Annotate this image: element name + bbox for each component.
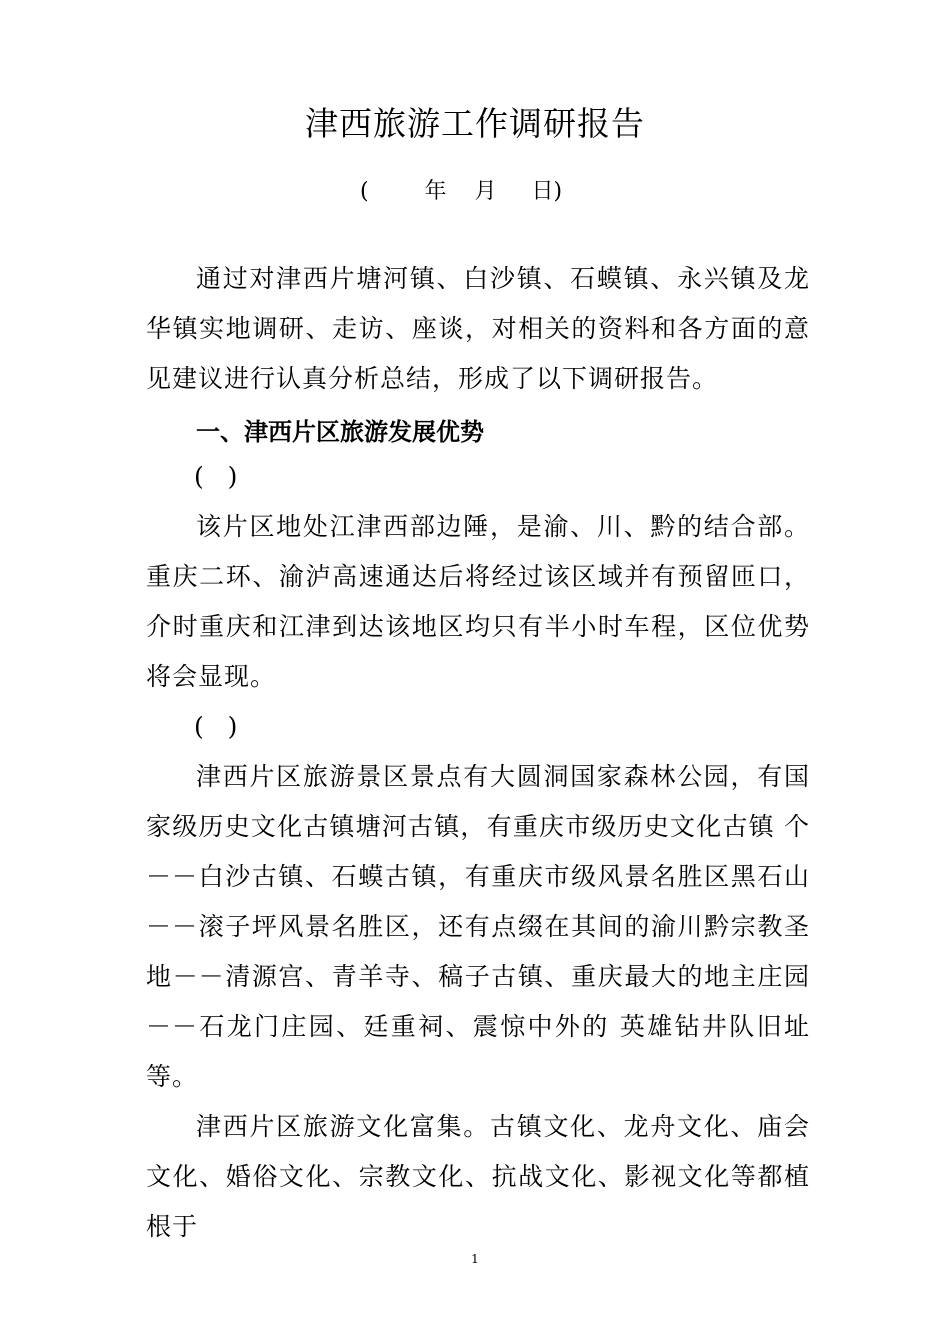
location-paragraph-block	[146, 502, 810, 702]
culture-paragraph-block	[146, 1102, 810, 1252]
scenic-paragraph: 津西片区旅游景区景点有大圆洞国家森林公园，有国家级历史文化古镇塘河古镇，有重庆市级历史文化古镇 个－－白沙古镇、石蟆古镇，有重庆市级风景名胜区黑石山－－滚子坪风景名胜区，还有点缀在其间的渝川黔宗教圣地－－清源宫、青羊寺、稿子古镇、重庆最大的地主庄园－－石龙门庄园、廷重祠、震惊中外的 英雄钻井队旧址等。	[146, 762, 810, 1091]
page-number: 1	[471, 1252, 479, 1266]
intro-paragraph-block	[146, 254, 810, 404]
culture-paragraph: 津西片区旅游文化富集。古镇文化、龙舟文化、庙会文化、婚俗文化、宗教文化、抗战文化、影视文化等都植根于	[146, 1112, 810, 1241]
scenic-paragraph-block	[146, 752, 810, 1102]
intro-paragraph: 通过对津西片塘河镇、白沙镇、石蟆镇、永兴镇及龙华镇实地调研、走访、座谈，对相关的资料和各方面的意见建议进行认真分析总结，形成了以下调研报告。	[146, 264, 810, 393]
subsection-marker-2: ( )	[194, 712, 238, 741]
subsection-marker-1: ( )	[194, 462, 238, 491]
location-paragraph: 该片区地处江津西部边陲，是渝、川、黔的结合部。重庆二环、渝泸高速通达后将经过该区域并有预留匝口，介时重庆和江津到达该地区均只有半小时车程，区位优势将会显现。	[146, 512, 810, 691]
section-heading: 一、津西片区旅游发展优势	[196, 418, 484, 446]
document-title: 津西旅游工作调研报告	[305, 104, 645, 143]
date-line: ( 年 月 日)	[360, 179, 563, 204]
